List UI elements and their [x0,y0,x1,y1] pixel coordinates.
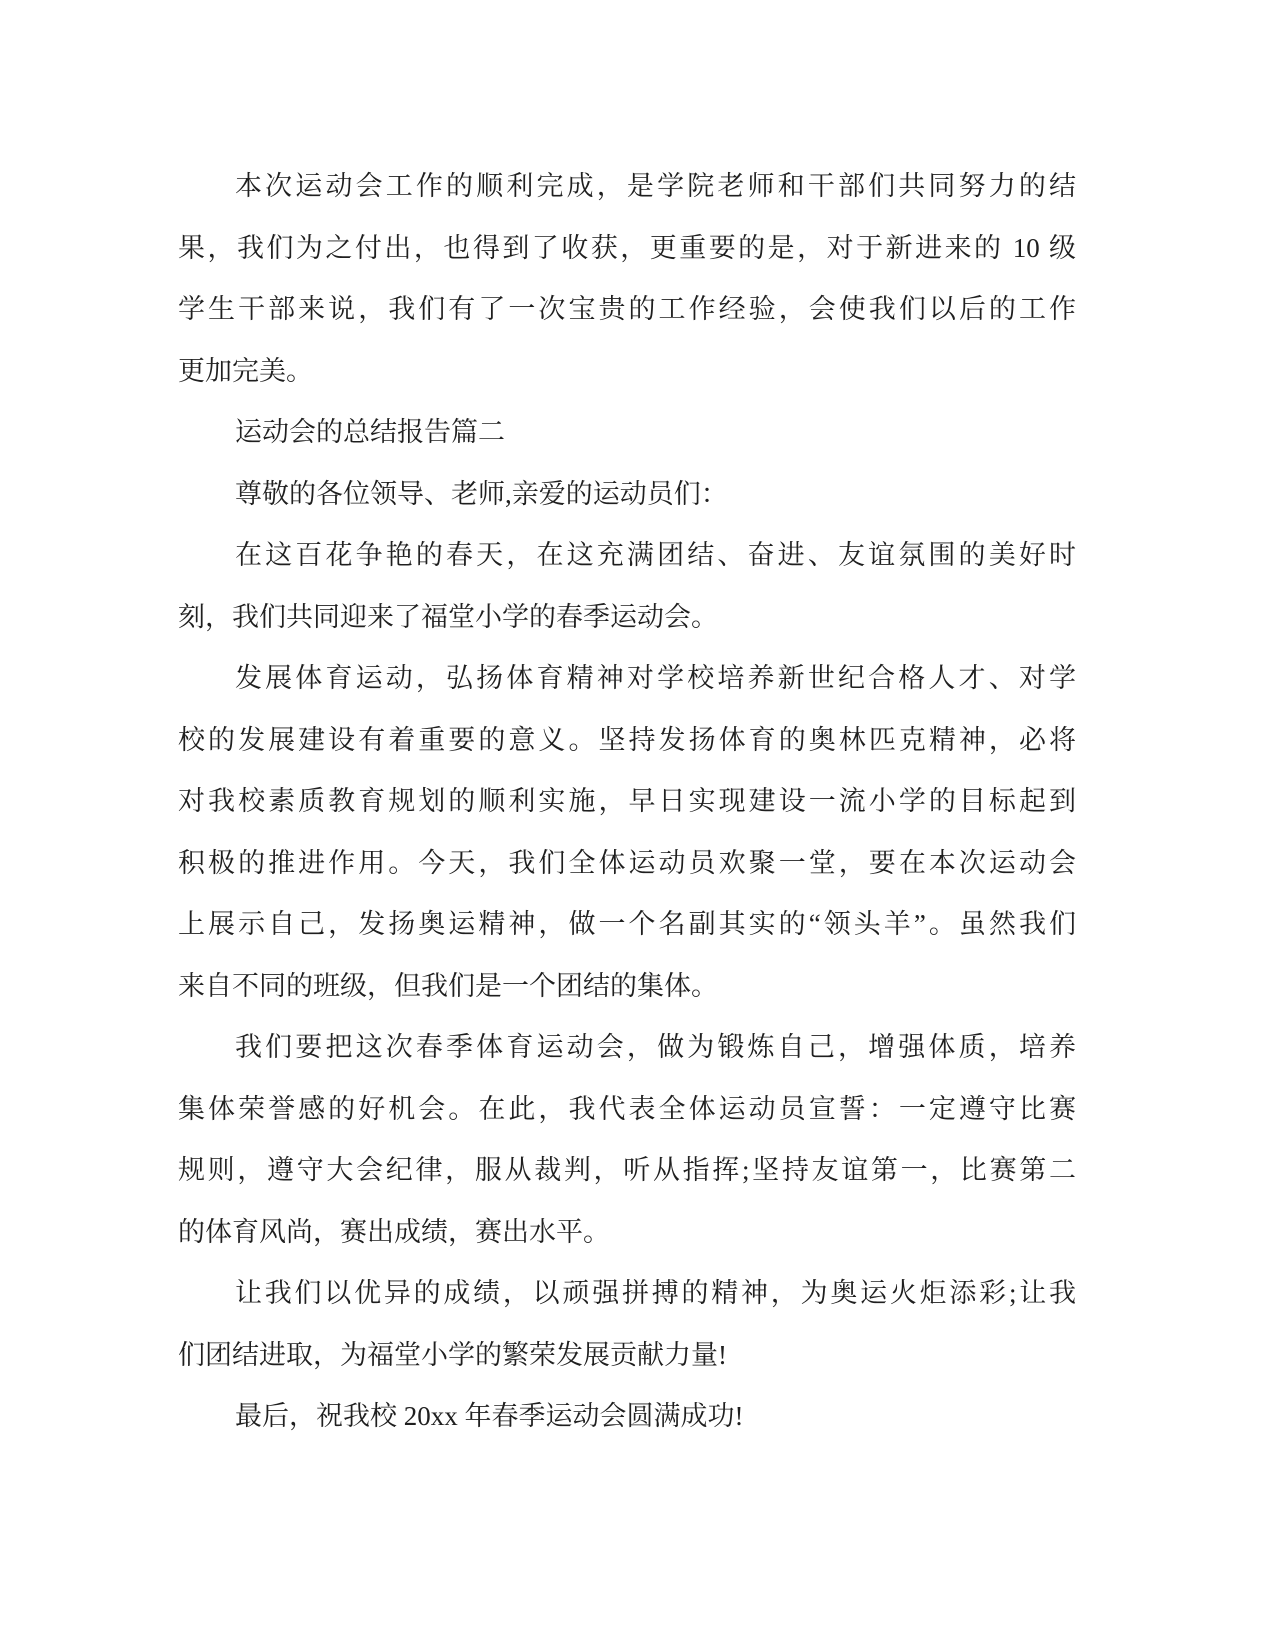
text-line: 上展示自己，发扬奥运精神，做一个名副其实的“领头羊”。虽然我们 [178,909,1076,939]
text-line: 在这百花争艳的春天，在这充满团结、奋进、友谊氛围的美好时 [235,540,1076,570]
text-line: 发展体育运动，弘扬体育精神对学校培养新世纪合格人才、对学 [235,663,1076,693]
text-line: 最后，祝我校 20xx 年春季运动会圆满成功! [235,1401,744,1431]
text-line: 积极的推进作用。今天，我们全体运动员欢聚一堂，要在本次运动会 [178,847,1076,878]
text-line: 让我们以优异的成绩，以顽强拼搏的精神，为奥运火炬添彩;让我 [235,1278,1076,1308]
text-line: 更加完美。 [178,355,313,386]
text-line: 的体育风尚，赛出成绩，赛出水平。 [178,1216,610,1247]
text-line: 本次运动会工作的顺利完成，是学院老师和干部们共同努力的结 [235,171,1076,201]
text-line: 我们要把这次春季体育运动会，做为锻炼自己，增强体质，培养 [235,1032,1076,1062]
text-line: 集体荣誉感的好机会。在此，我代表全体运动员宣誓：一定遵守比赛 [178,1093,1076,1124]
text-line: 果，我们为之付出，也得到了收获，更重要的是，对于新进来的 10 级 [178,232,1076,263]
text-line: 对我校素质教育规划的顺利实施，早日实现建设一流小学的目标起到 [178,786,1076,816]
text-line: 学生干部来说，我们有了一次宝贵的工作经验，会使我们以后的工作 [178,294,1076,324]
section-heading: 运动会的总结报告篇二 [235,417,505,447]
text-line: 来自不同的班级，但我们是一个团结的集体。 [178,970,718,1001]
text-line: 规则，遵守大会纪律，服从裁判，听从指挥;坚持友谊第一，比赛第二 [178,1155,1076,1185]
salutation-line: 尊敬的各位领导、老师,亲爱的运动员们： [235,478,728,509]
text-line: 刻，我们共同迎来了福堂小学的春季运动会。 [178,601,718,632]
text-line: 校的发展建设有着重要的意义。坚持发扬体育的奥林匹克精神，必将 [178,724,1076,755]
text-line: 们团结进取，为福堂小学的繁荣发展贡献力量! [178,1339,727,1370]
document-body [178,156,1076,1448]
